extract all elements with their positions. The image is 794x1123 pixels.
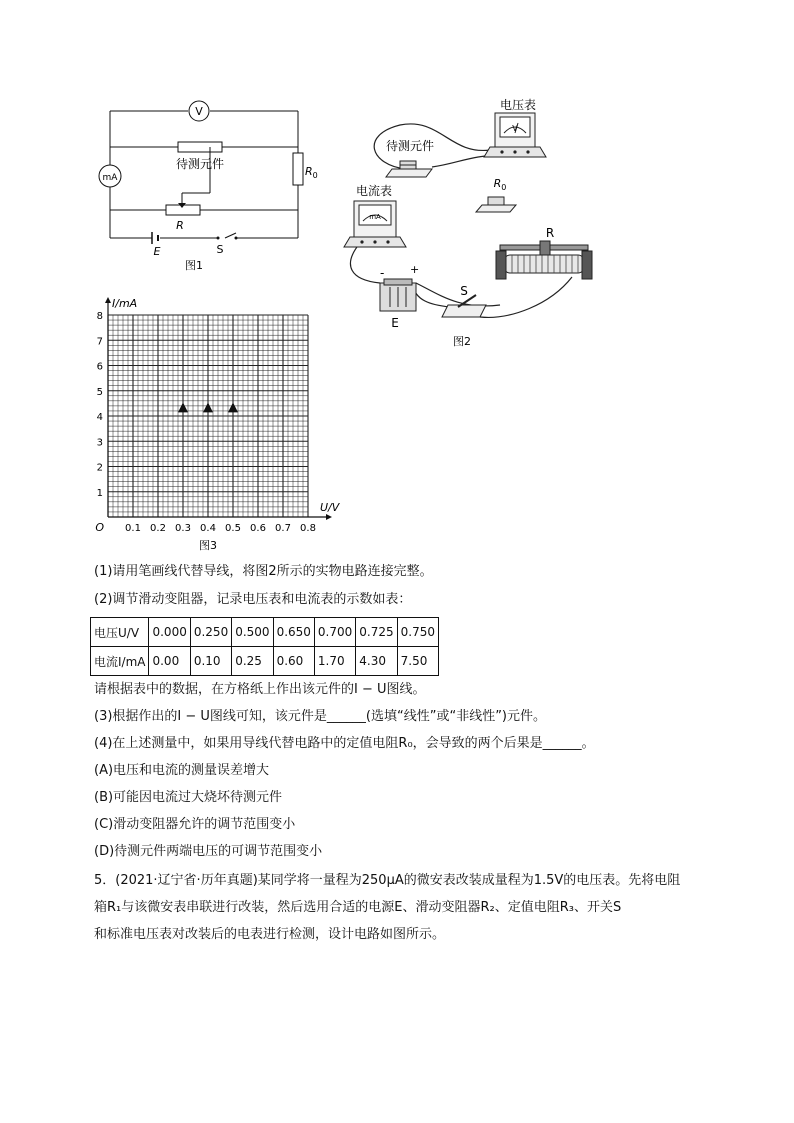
y-tick-label: 7 [96,336,103,348]
y-tick-label: 1 [96,487,103,499]
x-tick-label: 0.3 [175,523,191,534]
table-cell: 0.250 [190,618,231,647]
y-axis-label: I/mA [112,297,138,310]
data-point [178,402,188,412]
question-2: (2)调节滑动变阻器，记录电压表和电流表的示数如表： [94,592,412,607]
y-tick-label: 2 [96,462,103,474]
data-point [203,402,213,412]
table-cell: 0.725 [356,618,397,647]
y-tick-label: 6 [96,361,103,373]
table-row-current [91,647,439,676]
table-cell: 4.30 [356,647,397,676]
y-tick-label: 8 [96,311,103,322]
question-5-line-1: 5．(2021·辽宁省·历年真题)某同学将一量程为250μA的微安表改装成量程为1.5V的电压表。先将电阻 [94,873,681,888]
x-axis-arrow [326,514,332,520]
data-point [228,402,238,412]
table-cell: 0.500 [232,618,273,647]
fig2-element-label: 待测元件 [385,139,435,153]
x-tick-label: 0.1 [125,523,141,534]
question-5-line-3: 和标准电压表对改装后的电表进行检测，设计电路如图所示。 [94,927,446,942]
question-3: (3)根据作出的I − U图线可知，该元件是______(选填“线性”或“非线性”)元件。 [94,709,547,724]
x-tick-label: 0.8 [300,523,316,534]
fig2-switch [442,295,486,317]
figure-2-apparatus [340,95,610,355]
origin-label: O [95,521,104,534]
fig1-e-label: E [153,245,161,258]
fig1-s-label: S [216,243,224,256]
table-cell: 0.00 [149,647,190,676]
option-d: (D)待测元件两端电压的可调节范围变小 [94,844,323,859]
data-table [90,617,439,676]
fig2-rheostat [496,241,592,279]
fig2-r0 [476,197,516,212]
table-cell: 0.750 [397,618,438,647]
x-tick-label: 0.2 [150,523,166,534]
fig2-element [386,161,432,177]
table-cell: 0.60 [273,647,314,676]
option-a: (A)电压和电流的测量误差增大 [94,763,270,778]
question-4: (4)在上述测量中，如果用导线代替电路中的定值电阻R₀，会导致的两个后果是______。 [94,736,595,751]
table-row-voltage [91,618,439,647]
table-cell: 0.000 [149,618,190,647]
x-tick-label: 0.7 [275,523,291,534]
fig2-ammeter [344,201,406,247]
table-cell: 0.25 [232,647,273,676]
table-head-current: 电流I/mA [91,647,149,676]
fig1-ammeter-symbol: mA [102,173,118,183]
y-tick-label: 3 [96,437,103,449]
table-cell: 0.700 [314,618,355,647]
fig1-caption: 图1 [185,259,203,272]
fig2-battery-plus: + [410,263,420,276]
x-tick-label: 0.4 [200,523,216,534]
y-tick-label: 5 [96,386,103,398]
fig2-rheostat-label: R [545,226,555,240]
x-tick-label: 0.6 [250,523,266,534]
fig2-voltmeter-label: 电压表 [499,98,537,112]
x-axis-label: U/V [320,501,340,514]
table-cell: 0.10 [190,647,231,676]
fig1-r-label: R [176,219,184,232]
fig2-switch-label: S [460,284,468,298]
fig2-r0-label: $R_0$ [493,177,507,192]
x-tick-label: 0.5 [225,523,241,534]
y-axis-arrow [105,297,111,303]
table-head-voltage: 电压U/V [91,618,149,647]
fig1-voltmeter-symbol: V [195,105,203,118]
fig2-voltmeter [484,113,546,157]
fig2-voltmeter-face: V [512,124,518,133]
table-cell: 1.70 [314,647,355,676]
figure-3-grid-chart [90,295,350,555]
fig2-battery [380,279,416,311]
fig1-r0-label: $R_0$ [305,165,318,180]
fig1-element-label: 待测元件 [175,157,225,171]
y-tick-label: 4 [96,412,103,423]
question-2-instruction: 请根据表中的数据，在方格纸上作出该元件的I − U图线。 [94,682,426,697]
option-b: (B)可能因电流过大烧坏待测元件 [94,790,283,805]
fig3-caption: 图3 [199,539,217,552]
table-cell: 7.50 [397,647,438,676]
question-1: (1)请用笔画线代替导线，将图2所示的实物电路连接完整。 [94,564,433,579]
option-c: (C)滑动变阻器允许的调节范围变小 [94,817,296,832]
figure-1-circuit [90,95,320,275]
fig2-caption: 图2 [453,335,471,348]
fig2-ammeter-face: mA [369,213,381,221]
fig2-battery-minus: - [380,266,385,280]
fig2-ammeter-label: 电流表 [355,184,393,198]
table-cell: 0.650 [273,618,314,647]
fig2-battery-label: E [391,316,399,330]
question-5-line-2: 箱R₁与该微安表串联进行改装，然后选用合适的电源E、滑动变阻器R₂、定值电阻R₃、开关S [94,900,622,915]
